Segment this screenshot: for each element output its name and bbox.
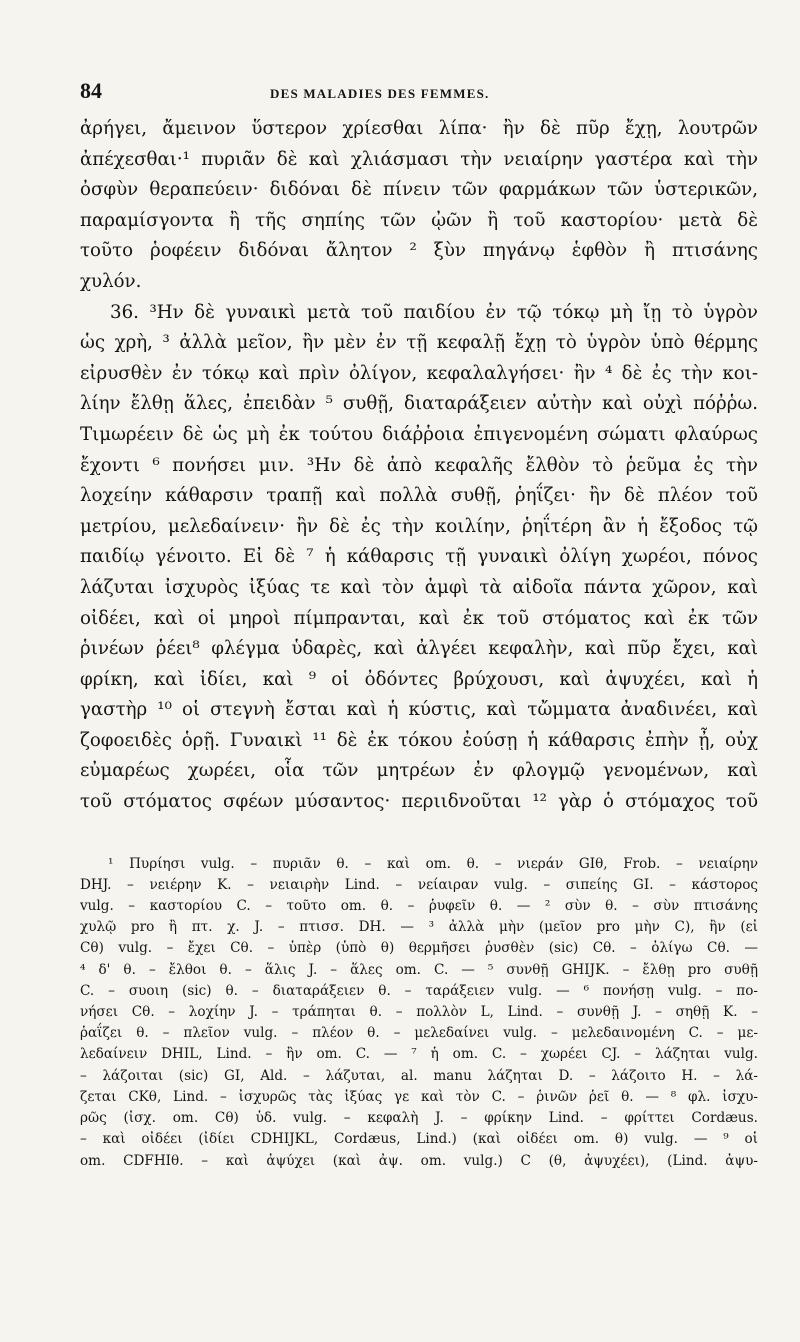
- text-line: χυλόν.: [80, 270, 142, 292]
- footnote-line: DHJ. – νειέρην K. – νειαιρὴν Lind. – νείαιραν vulg. – σιπείης GI. – κάστορος: [80, 876, 758, 893]
- text-line: παιδίῳ γένοιτο. Εἰ δὲ ⁷ ἡ κάθαρσις τῇ γυναικὶ ὀλίγη χωρέοι, πόνος: [80, 546, 758, 568]
- footnotes: [80, 854, 758, 1172]
- page-number: 84: [80, 78, 102, 103]
- text-line: τοῦτο ῥοφέειν διδόναι ἄλητον ² ξὺν πηγάνῳ ἑφθὸν ἢ πτισάνης: [80, 240, 758, 262]
- footnote-line: Cθ) vulg. – ἔχει Cθ. – ὑπὲρ (ὑπὸ θ) θερμῆσει ῥυσθὲν (sic) Cθ. – ὀλίγω Cθ. —: [80, 940, 758, 957]
- main-text: [80, 114, 758, 818]
- text-line: μετρίου, μελεδαίνειν· ἢν δὲ ἐς τὴν κοιλίην, ῥηΐτέρη ἂν ἡ ἔξοδος τῷ: [80, 515, 758, 537]
- text-line: τοῦ στόματος σφέων μύσαντος· περιιδνοῦται ¹² γὰρ ὁ στόμαχος τοῦ: [80, 791, 758, 813]
- text-line: οἰδέει, καὶ οἱ μηροὶ πίμπρανται, καὶ ἐκ τοῦ στόματος καὶ ἐκ τῶν: [80, 607, 758, 629]
- footnote-line: om. CDFHIθ. – καὶ ἀψύχει (καὶ ἀψ. om. vulg.) C (θ, ἀψυχέει), (Lind. ἀψυ-: [80, 1152, 758, 1169]
- footnote-line: – καὶ οἰδέει (ἰδίει CDHIJKL, Cordæus, Lind.) (καὶ οἰδέει om. θ) vulg. — ⁹ οἱ: [80, 1131, 758, 1148]
- footnote-line: ¹ Πυρίησι vulg. – πυριᾶν θ. – καὶ om. θ. – νιεράν GIθ, Frob. – νειαίρην: [108, 855, 758, 872]
- footnote-line: ρῶς (ἰσχ. om. Cθ) ὑδ. vulg. – κεφαλὴ J. – φρίκην Lind. – φρίττει Cordæus.: [80, 1110, 758, 1127]
- text-line: ζοφοειδὲς ὁρῇ. Γυναικὶ ¹¹ δὲ ἐκ τόκου ἐούσῃ ἡ κάθαρσις ἐπὴν ᾖ, οὐχ: [80, 729, 758, 751]
- footnote-line: – λάζοιται (sic) GI, Ald. – λάζυται, al. manu λάζηται D. – λάζοιτο H. – λά-: [80, 1067, 758, 1084]
- footnote-line: ζεται CKθ, Lind. – ἰσχυρῶς τὰς ἰξύας γε καὶ τὸν C. – ῥινῶν ῥεῖ θ. — ⁸ φλ. ἰσχυ-: [80, 1088, 758, 1105]
- text-line: Τιμωρέειν δὲ ὡς μὴ ἐκ τούτου διάῤῥοια ἐπιγενομένη σώματι φλαύρως: [80, 423, 758, 445]
- text-line: φρίκη, καὶ ἰδίει, καὶ ⁹ οἱ ὀδόντες βρύχουσι, καὶ ἀψυχέει, καὶ ἡ: [80, 668, 758, 690]
- footnote-line: λεδαίνειν DHIL, Lind. – ἢν om. C. — ⁷ ἡ om. C. – χωρέει CJ. – λάζηται vulg.: [80, 1046, 758, 1063]
- text-line: ἔχοντι ⁶ πονήσει μιν. ³Ην δὲ ἀπὸ κεφαλῆς ἔλθὸν τὸ ῥεῦμα ἐς τὴν: [80, 454, 758, 476]
- footnote-line: ⁴ δ' θ. – ἔλθοι θ. – ἅλις J. – ἅλες om. C. — ⁵ συνθῇ GHIJK. – ἔλθῃ pro συθῇ: [80, 961, 758, 978]
- text-line: ῥινέων ῥέει⁸ φλέγμα ὑδαρὲς, καὶ ἀλγέει κεφαλὴν, καὶ πῦρ ἔχει, καὶ: [80, 638, 758, 660]
- text-line: εἰρυσθὲν ἐν τόκῳ καὶ πρὶν ὀλίγον, κεφαλαλγήσει· ἢν ⁴ δὲ ἐς τὴν κοι-: [80, 362, 758, 384]
- footnote-line: νήσει Cθ. – λοχίην J. – τράπηται θ. – πολλὸν L, Lind. – συνθῇ J. – σηθῇ K. –: [80, 1004, 758, 1021]
- text-line: ἀπέχεσθαι·¹ πυριᾶν δὲ καὶ χλιάσμασι τὴν νειαίρην γαστέρα καὶ τὴν: [80, 148, 758, 170]
- text-line: εὐμαρέως χωρέει, οἷα τῶν μητρέων ἐν φλογμῷ γενομένων, καὶ: [80, 760, 758, 782]
- footnote-line: vulg. – καστορίου C. – τοῦτο om. θ. – ῥυφεῖν θ. — ² σὺν θ. – σὺν πτισάνης: [80, 898, 758, 915]
- text-line: παραμίσγοντα ἢ τῆς σηπίης τῶν ᾠῶν ἢ τοῦ καστορίου· μετὰ δὲ: [80, 209, 758, 231]
- footnote-line: χυλῷ pro ἢ πτ. χ. J. – πτισσ. DH. — ³ ἀλλὰ μὴν (μεῖον pro μὴν C), ἢν (εἰ: [80, 919, 758, 936]
- text-line: ὀσφὺν θεραπεύειν· διδόναι δὲ πίνειν τῶν φαρμάκων τῶν ὑστερικῶν,: [80, 179, 758, 201]
- text-line: λίην ἔλθῃ ἅλες, ἐπειδὰν ⁵ συθῇ, διαταράξειεν αὐτὴν καὶ οὐχὶ πόῤῥω.: [80, 393, 758, 415]
- text-line: λοχείην κάθαρσιν τραπῇ καὶ πολλὰ συθῇ, ῥηΐζει· ἢν δὲ πλέον τοῦ: [80, 485, 758, 507]
- running-title: DES MALADIES DES FEMMES.: [270, 86, 490, 101]
- text-line: ὡς χρὴ, ³ ἀλλὰ μεῖον, ἢν μὲν ἐν τῇ κεφαλῇ ἔχῃ τὸ ὑγρὸν ὑπὸ θέρμης: [80, 332, 758, 354]
- text-line: λάζυται ἰσχυρὸς ἰξύας τε καὶ τὸν ἀμφὶ τὰ αἰδοῖα πάντα χῶρον, καὶ: [80, 576, 758, 598]
- section-start-line: 36. ³Ην δὲ γυναικὶ μετὰ τοῦ παιδίου ἐν τῷ τόκῳ μὴ ἴῃ τὸ ὑγρὸν: [110, 301, 758, 323]
- text-line: ἀρήγει, ἄμεινον ὕστερον χρίεσθαι λίπα· ἢν δὲ πῦρ ἔχῃ, λουτρῶν: [80, 118, 758, 139]
- footnote-line: ῥαΐζει θ. – πλεῖον vulg. – πλέον θ. – μελεδαίνει vulg. – μελεδαινομένη C. – με-: [80, 1025, 758, 1042]
- text-line: γαστὴρ ¹⁰ οἱ στεγνὴ ἔσται καὶ ἡ κύστις, καὶ τὤμματα ἀναδινέει, καὶ: [80, 699, 758, 721]
- page-header: [80, 78, 758, 112]
- footnote-line: C. – συοιη (sic) θ. – διαταράξειεν θ. – ταράξειεν vulg. — ⁶ πονήσῃ vulg. – πο-: [80, 982, 758, 999]
